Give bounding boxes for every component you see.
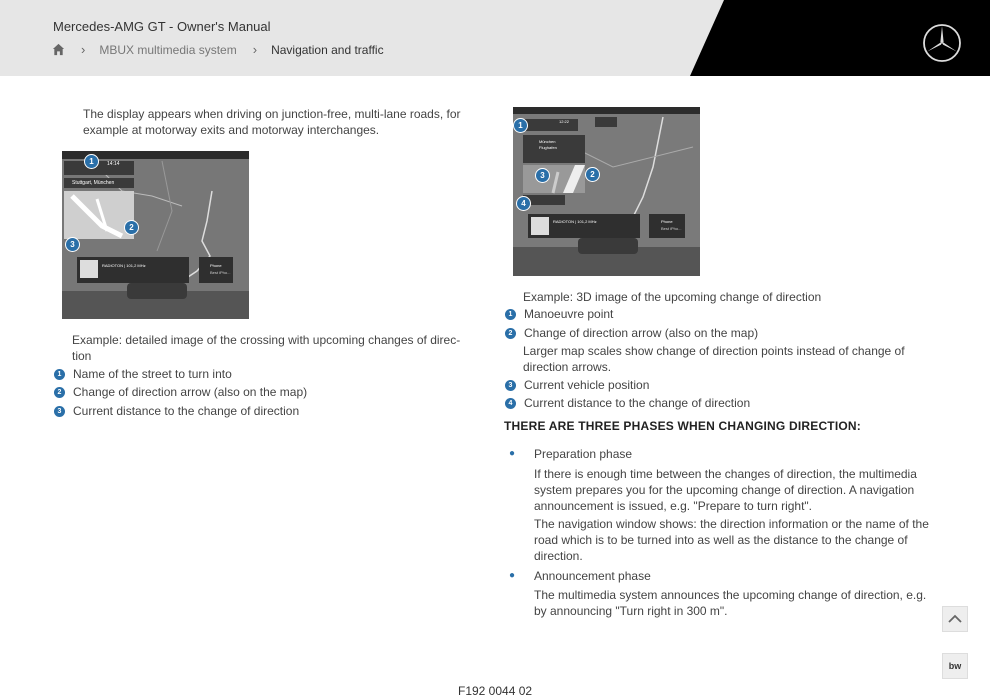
map-graphic (513, 107, 700, 276)
screen-airport: Flughafen (539, 145, 557, 150)
screen-time: 12:22 (559, 119, 570, 124)
phase-title: Preparation phase (534, 447, 633, 461)
legend-text: Manoeuvre point (524, 307, 614, 321)
chevron-up-icon (948, 614, 962, 624)
right-legend-item (505, 377, 649, 393)
phase-paragraph: If there is enough time between the changes of direction, the multimedia system prepares you for the upcoming change of direction. A navigation announcement is issued, e.g. "Prepare to turn right". (534, 467, 917, 513)
phase-title: Announcement phase (534, 569, 651, 583)
screen-phone-sub: Best iPho... (661, 226, 682, 231)
screen-phone: Phone (661, 219, 673, 224)
marker-1: 1 (84, 154, 99, 169)
breadcrumb-link-mbux[interactable]: MBUX multimedia system (99, 42, 237, 57)
screen-phone-sub: Best iPho... (210, 270, 231, 275)
phases-heading: THERE ARE THREE PHASES WHEN CHANGING DIRECTION: (504, 419, 861, 433)
legend-number: 3 (54, 406, 65, 417)
legend-text: Change of direction arrow (also on the map) (524, 326, 759, 340)
legend-note: Larger map scales show change of direction points instead of change of direction arrows. (523, 344, 905, 374)
right-legend-item (505, 306, 613, 322)
left-legend-item (54, 403, 299, 419)
home-icon[interactable] (52, 43, 65, 56)
scroll-to-top-button[interactable] (942, 606, 968, 632)
legend-number: 1 (505, 309, 516, 320)
breadcrumb-current: Navigation and traffic (271, 42, 384, 57)
marker-2: 2 (124, 220, 139, 235)
legend-number: 2 (505, 328, 516, 339)
right-legend-item (505, 395, 750, 411)
info-button[interactable]: bw (942, 653, 968, 679)
legend-number: 4 (505, 398, 516, 409)
figure-code: F192 0044 02 (458, 684, 533, 698)
left-legend-item (54, 366, 232, 382)
legend-text: Change of direction arrow (also on the map) (73, 385, 308, 399)
legend-text: Name of the street to turn into (73, 367, 232, 381)
right-caption: Example: 3D image of the upcoming change of direction (523, 290, 822, 304)
bullet-icon: ● (509, 570, 516, 581)
chevron-right-icon: › (252, 42, 258, 57)
legend-text: Current distance to the change of direction (524, 396, 751, 410)
legend-text: Current vehicle position (524, 378, 650, 392)
document-title: Mercedes-AMG GT - Owner's Manual (53, 19, 271, 34)
left-caption: Example: detailed image of the crossing with upcoming changes of direction (72, 333, 461, 363)
right-legend-item (505, 325, 758, 341)
page-header (0, 0, 990, 76)
screen-street: Stuttgart, München (72, 180, 115, 186)
map-graphic (62, 151, 249, 319)
left-legend-item (54, 384, 307, 400)
legend-number: 3 (505, 380, 516, 391)
detailed-crossing-screenshot (62, 151, 249, 319)
legend-number: 1 (54, 369, 65, 380)
breadcrumb (52, 42, 384, 57)
marker-3: 3 (65, 237, 80, 252)
screen-time: 14:14 (107, 161, 120, 167)
marker-1: 1 (513, 118, 528, 133)
phase-paragraph: The multimedia system announces the upcoming change of direction, e.g. by announcing "Turn right in 300 m". (534, 588, 927, 618)
chevron-right-icon: › (81, 42, 86, 57)
3d-direction-screenshot (513, 107, 700, 276)
marker-4: 4 (516, 196, 531, 211)
screen-phone: Phone (210, 263, 222, 268)
marker-2: 2 (585, 167, 600, 182)
screen-city: München (539, 139, 556, 144)
mercedes-star-logo-icon[interactable] (922, 23, 962, 63)
legend-number: 2 (54, 387, 65, 398)
marker-3: 3 (535, 168, 550, 183)
screen-radio: RADIOTON | 101,2 MHz (553, 219, 597, 224)
legend-text: Current distance to the change of direction (73, 404, 300, 418)
intro-paragraph: The display appears when driving on junction-free, multi-lane roads, for example at motorway exits and motorway interchanges. (83, 107, 461, 137)
bullet-icon: ● (509, 448, 516, 459)
screen-radio: RADIOTON | 101,2 MHz (102, 263, 146, 268)
phase-paragraph: The navigation window shows: the direction information or the name of the road which is to be turned into as well as the distance to the change of direction. (534, 517, 929, 563)
